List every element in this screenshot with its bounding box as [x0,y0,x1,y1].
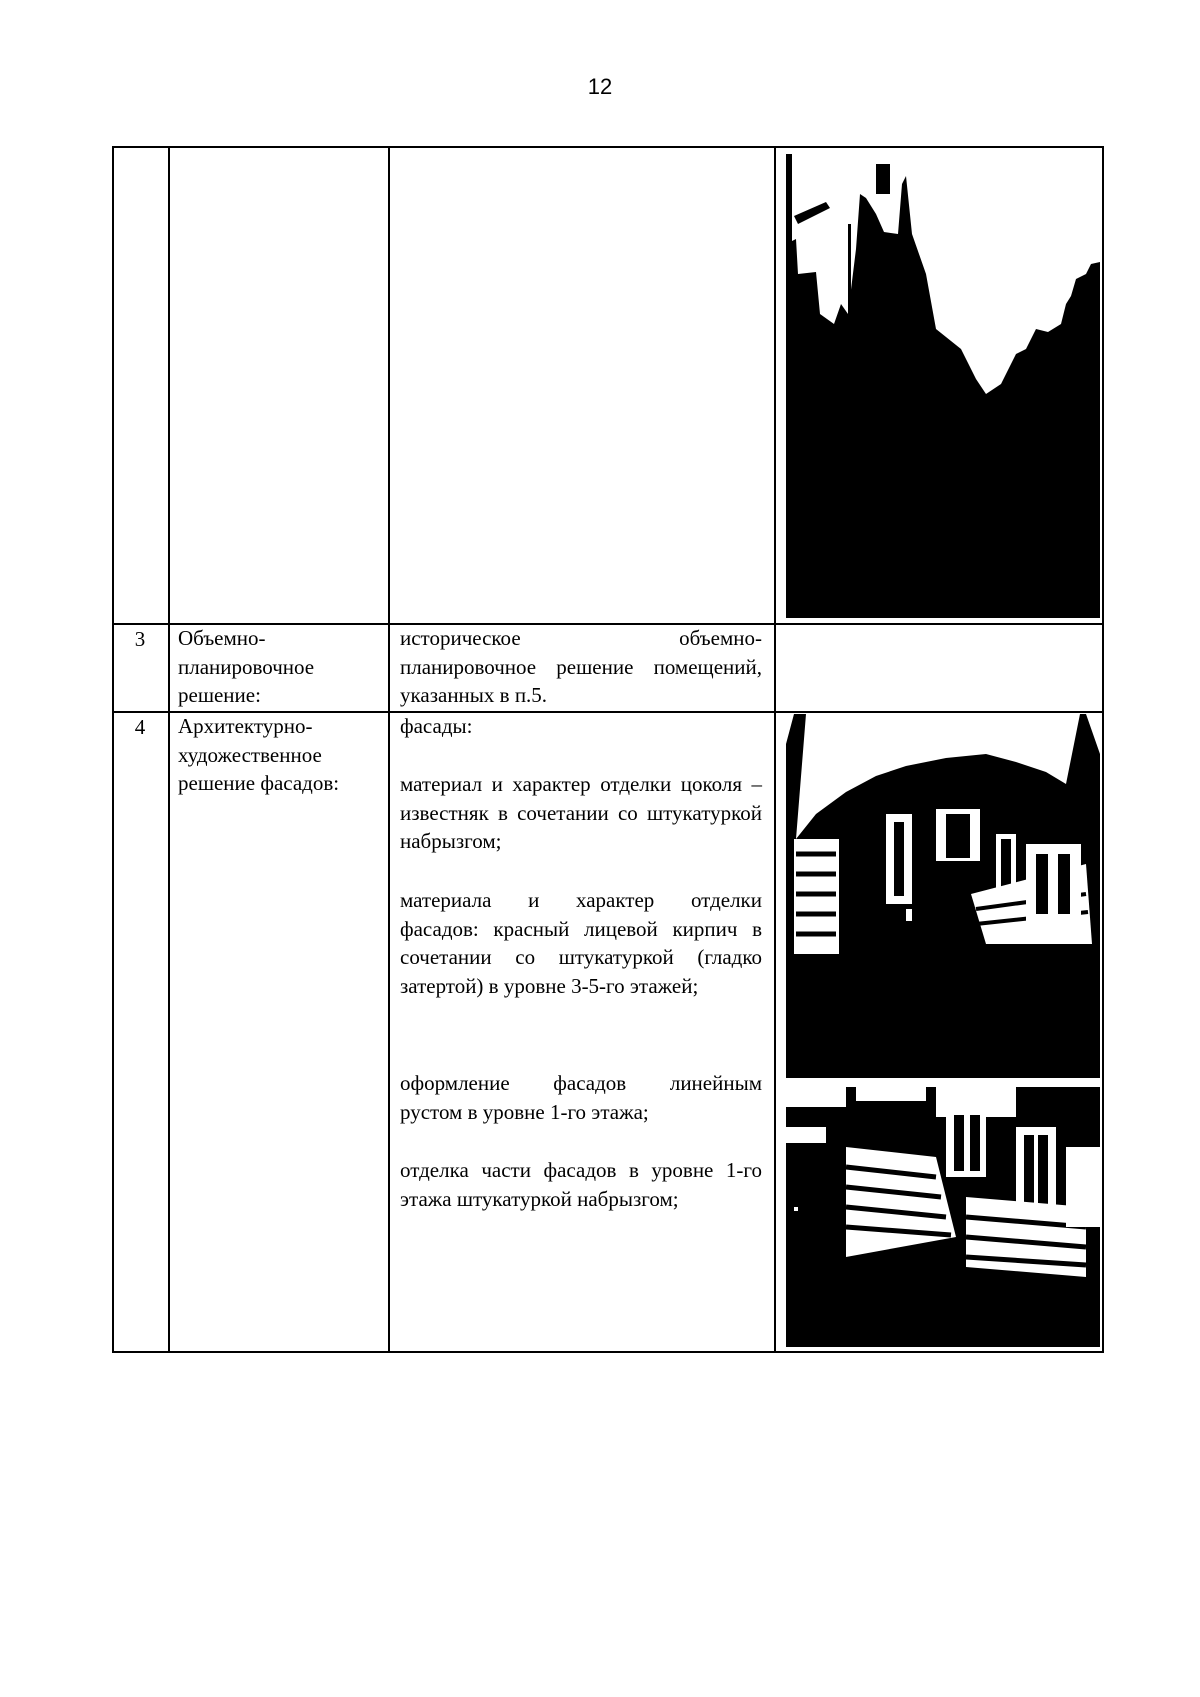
description-line: рустом в уровне 1-го этажа; [400,1099,649,1124]
description-heading: фасады: [400,714,473,738]
description-paragraph [400,886,762,1000]
name-line: решение: [178,683,261,707]
description-paragraph [400,1069,762,1126]
description-line: материал и характер отделки цоколя – [400,772,762,796]
row-number: 4 [134,715,146,739]
row-number: 3 [134,627,146,651]
description-line: сочетании со штукатуркой (гладко [400,945,762,969]
characteristic-description [388,711,774,1351]
description-line: оформление фасадов линейным [400,1071,762,1095]
description-line: затертой) в уровне 3-5-го этажей; [400,973,699,998]
table-row [112,711,1104,1351]
characteristic-name [168,623,388,711]
description-line: отделка части фасадов в уровне 1-го [400,1158,762,1182]
name-line: Архитектурно- [178,714,313,738]
description-line: указанных в п.5. [400,683,548,707]
table-row-continuation [112,146,1104,623]
description-line: этажа штукатуркой набрызгом; [400,1186,679,1211]
facade-photo [786,714,1100,1078]
name-line: художественное [178,742,322,767]
description-line: планировочное решение помещений, [400,654,762,679]
description-line: набрызгом; [400,829,502,853]
table-row [112,623,1104,711]
description-line: фасадов: красный лицевой кирпич в [400,916,762,941]
characteristic-name [168,711,388,1351]
page-number: 12 [587,74,613,99]
name-line: решение фасадов: [178,771,340,795]
description-line: историческое объемно- [400,626,762,650]
characteristic-description [388,623,774,711]
description-paragraph [400,1156,762,1213]
description-line: известняк в сочетании со штукатуркой [400,800,762,825]
description-paragraph [400,770,762,856]
facade-photo [786,1087,1100,1347]
facade-photo [786,154,1100,618]
description-line: материала и характер отделки [400,888,762,912]
name-line: Объемно- [178,626,266,650]
name-line: планировочное [178,654,315,679]
